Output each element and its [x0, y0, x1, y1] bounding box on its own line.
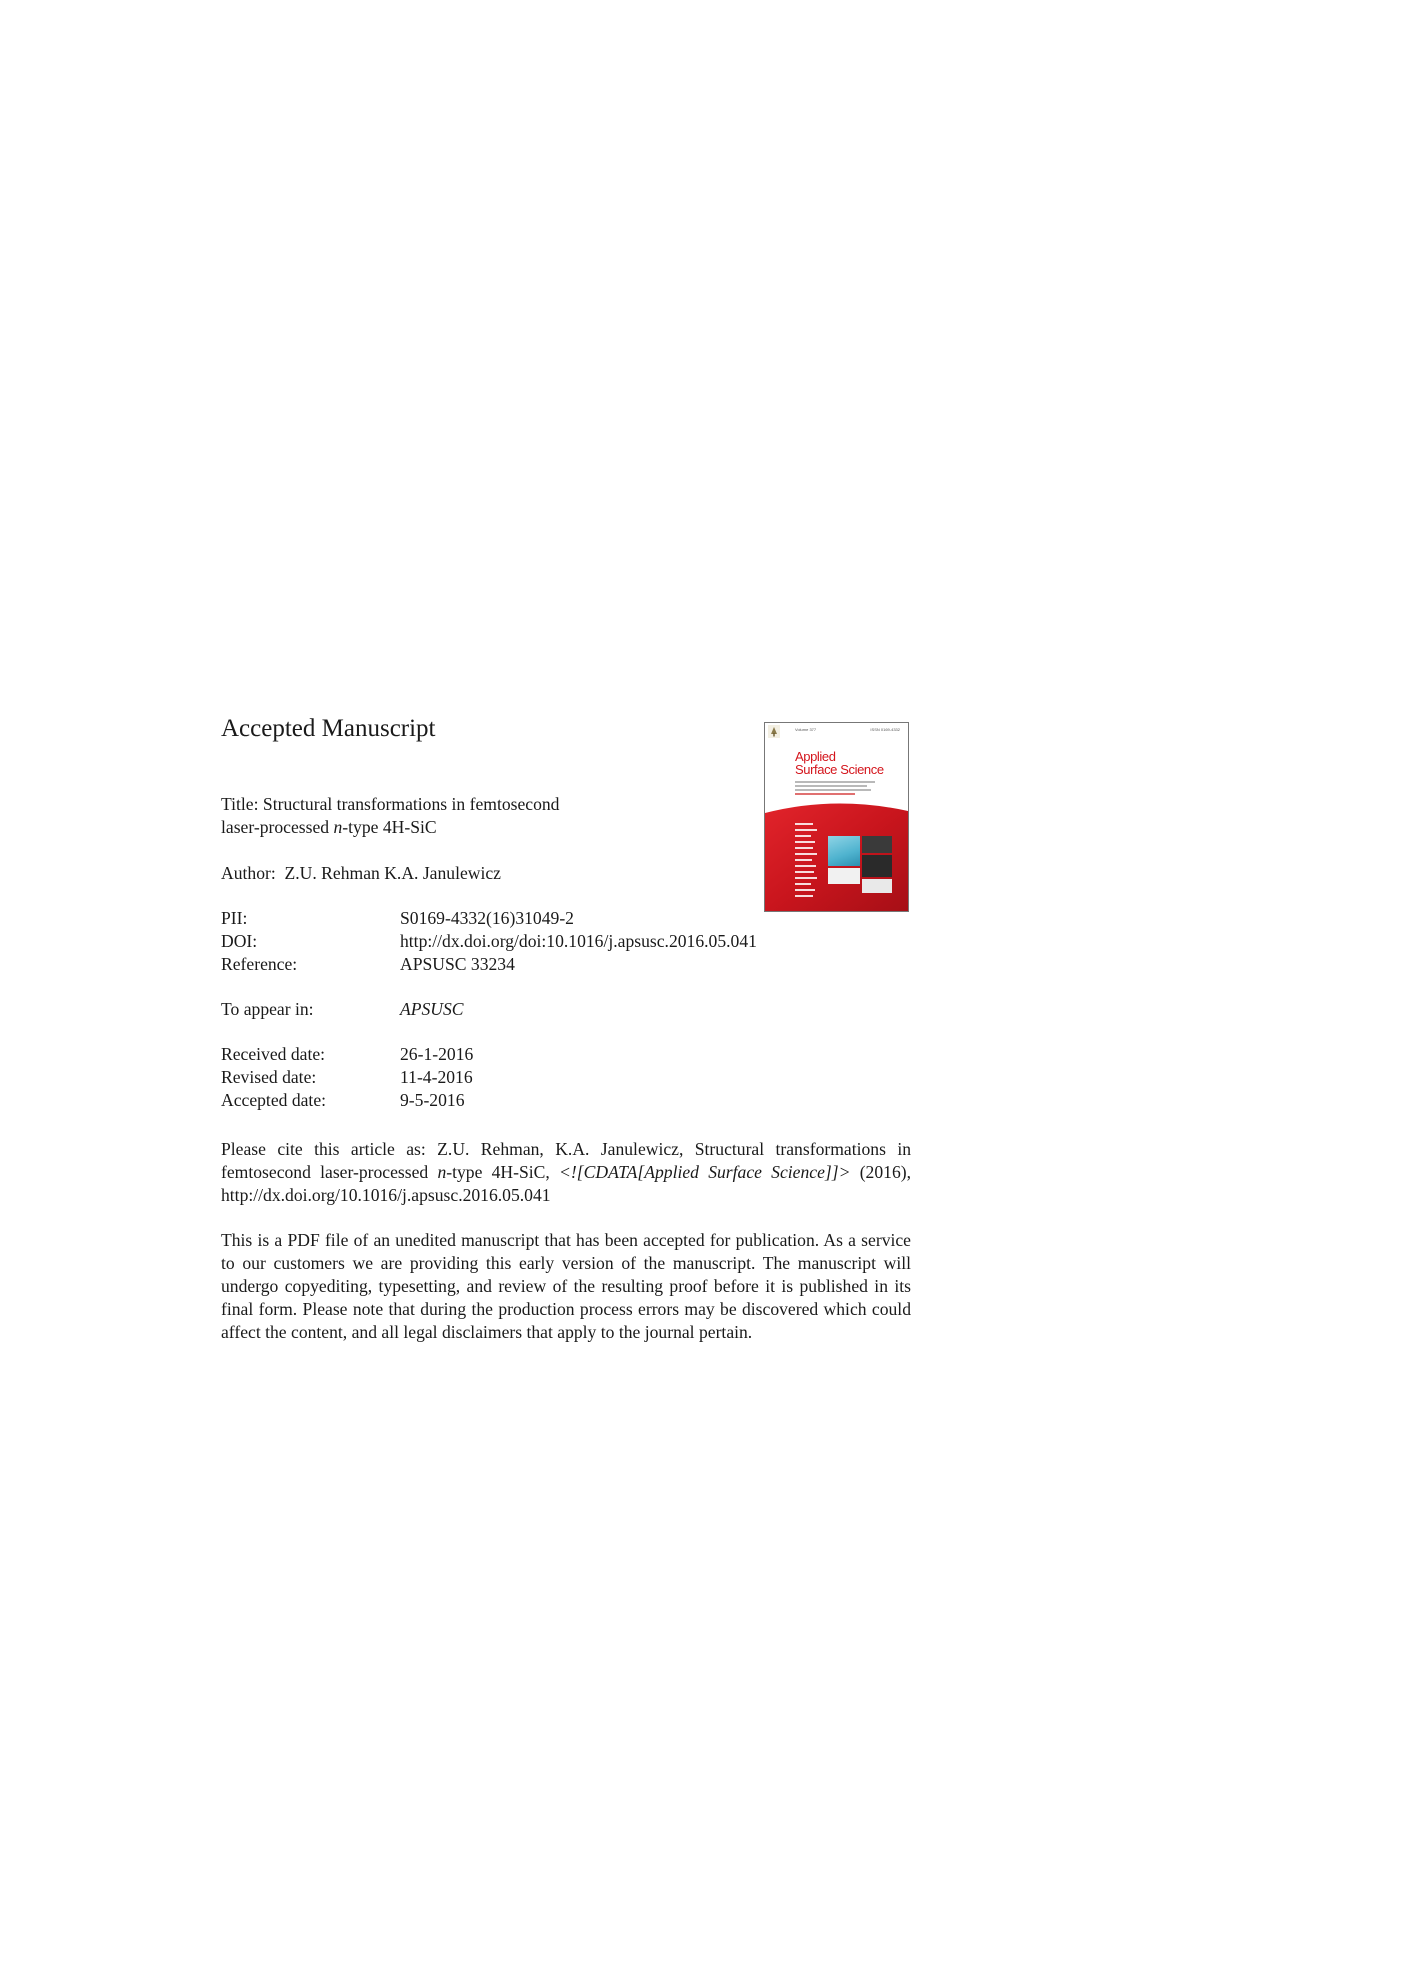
- meta-revised: [221, 1066, 473, 1089]
- received-value: 26-1-2016: [400, 1044, 474, 1064]
- title-line2-italic: n: [333, 817, 343, 837]
- cover-contents-line: [795, 883, 811, 885]
- doi-label: DOI:: [221, 931, 258, 951]
- cover-subtitle-line: [795, 781, 875, 783]
- cover-contents-line: [795, 895, 813, 897]
- citation-part1: Please cite this article as: Z.U. Rehman, K.A. Janulewicz, Structural transformations in femtosecond laser-processed: [221, 1139, 911, 1182]
- cover-subtitle-line: [795, 789, 871, 791]
- publisher-logo-icon: [768, 725, 780, 738]
- author-names: Z.U. Rehman K.A. Janulewicz: [284, 863, 501, 883]
- cover-contents-line: [795, 865, 816, 867]
- received-label: Received date:: [221, 1044, 326, 1064]
- page-heading: Accepted Manuscript: [221, 715, 436, 742]
- cover-contents-line: [795, 841, 815, 843]
- reference-value: APSUSC 33234: [400, 954, 515, 974]
- meta-doi: [221, 930, 757, 953]
- citation-part2: -type 4H-SiC,: [446, 1162, 560, 1182]
- citation-cdata: <![CDATA[Applied Surface Science]]>: [559, 1162, 851, 1182]
- cover-contents-line: [795, 889, 815, 891]
- title-line2-post: -type 4H-SiC: [342, 817, 437, 837]
- meta-pii: [221, 907, 574, 930]
- cover-contents-line: [795, 835, 811, 837]
- doi-value[interactable]: http://dx.doi.org/doi:10.1016/j.apsusc.2016.05.041: [400, 931, 757, 951]
- citation-part3: (2016), http://dx.doi.org/10.1016/j.apsusc.2016.05.041: [221, 1162, 911, 1205]
- cover-issn: ISSN 0169-4332: [870, 727, 900, 732]
- journal-cover-image: [764, 722, 909, 912]
- revised-label: Revised date:: [221, 1067, 317, 1087]
- article-authors: [221, 862, 501, 885]
- meta-reference: [221, 953, 515, 976]
- cover-contents-line: [795, 877, 817, 879]
- cover-title-line2: Surface Science: [795, 762, 884, 777]
- meta-accepted: [221, 1089, 465, 1112]
- cover-subtitle-line: [795, 793, 855, 795]
- cover-figure-thumbnail: [862, 855, 892, 877]
- accepted-label: Accepted date:: [221, 1090, 327, 1110]
- title-line1: Structural transformations in femtosecond: [262, 794, 560, 814]
- cover-figure-thumbnail: [862, 879, 892, 893]
- cover-volume: Volume 377: [795, 727, 817, 732]
- disclaimer-paragraph: This is a PDF file of an unedited manuscript that has been accepted for publication. As a service to our customers we are providing this early version of the manuscript. The manuscript will undergo copyediting, typesetting, and review of the resulting proof before it is published in its final form. Please note that during the production process errors may be discovered which could affect the content, and all legal disclaimers that apply to the journal pertain.: [221, 1230, 911, 1342]
- pii-value: S0169-4332(16)31049-2: [400, 908, 574, 928]
- title-label: Title:: [221, 794, 259, 814]
- cover-title-line1: Applied: [795, 749, 836, 764]
- cover-contents-line: [795, 859, 812, 861]
- cover-figure-thumbnail: [828, 836, 860, 866]
- reference-label: Reference:: [221, 954, 298, 974]
- title-line2-pre: laser-processed: [221, 817, 334, 837]
- cover-journal-title: [795, 750, 884, 776]
- meta-received: [221, 1043, 473, 1066]
- appear-value: APSUSC: [400, 999, 464, 1019]
- cover-figure-thumbnail: [862, 836, 892, 853]
- cover-top-bar: [765, 723, 908, 739]
- cover-contents-line: [795, 847, 813, 849]
- revised-value: 11-4-2016: [400, 1067, 473, 1087]
- author-label: Author:: [221, 863, 276, 883]
- citation-paragraph: [221, 1138, 911, 1207]
- cover-contents-line: [795, 853, 817, 855]
- cover-figure-thumbnail: [828, 868, 860, 884]
- appear-label: To appear in:: [221, 999, 314, 1019]
- cover-subtitle-line: [795, 785, 867, 787]
- cover-contents-line: [795, 871, 814, 873]
- citation-italic-n: n: [437, 1162, 447, 1182]
- meta-appear: [221, 998, 464, 1021]
- cover-contents-line: [795, 823, 813, 825]
- article-title: [221, 793, 701, 839]
- cover-contents-line: [795, 829, 817, 831]
- pii-label: PII:: [221, 908, 248, 928]
- accepted-value: 9-5-2016: [400, 1090, 465, 1110]
